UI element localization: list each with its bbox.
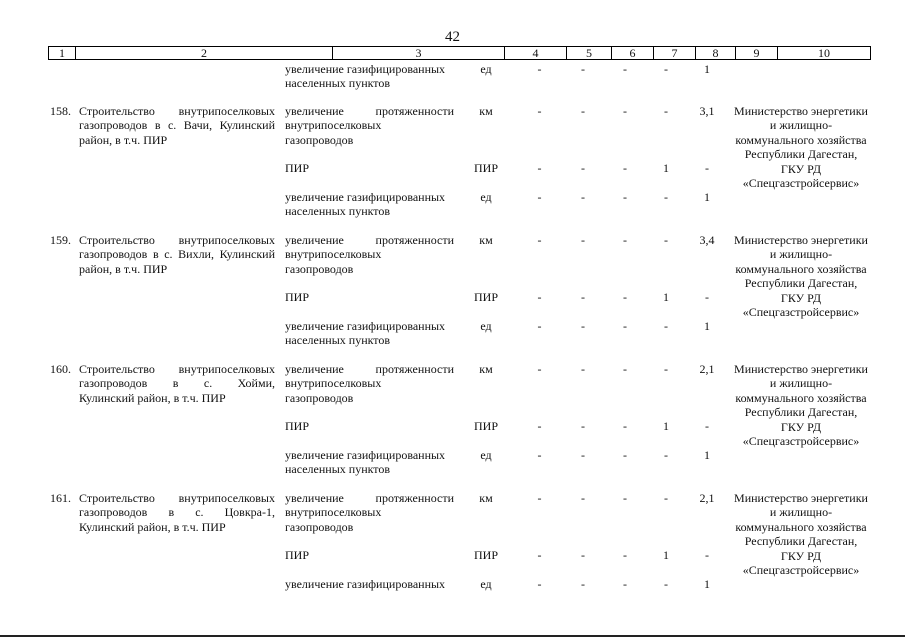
entry-responsible-line: коммунального хозяйства [735, 132, 867, 147]
entry-responsible-line: и жилищно- [769, 376, 833, 391]
entry-responsible-line: коммунального хозяйства [735, 390, 867, 405]
header-col-9: 9 [735, 47, 777, 59]
entry-row-settlements-c5: - [537, 448, 542, 462]
entry-row-pir-c9: - [705, 161, 709, 175]
entry-title-line: газопроводов в с. Вачи, Кулинский [79, 118, 275, 133]
entry-row-settlements-c8: - [664, 319, 668, 333]
header-col-7: 7 [653, 47, 695, 59]
entry-row-length-c8: - [664, 491, 668, 505]
entry-title-line: Строительство внутрипоселковых [79, 491, 275, 505]
entry-responsible-line: Республики Дагестан, [744, 276, 858, 291]
entry-row-settlements-c9: 1 [704, 190, 710, 204]
entry-row-length-c5: - [537, 491, 542, 505]
entry-responsible-line: коммунального хозяйства [735, 519, 867, 534]
entry-number: 160. [50, 362, 71, 376]
entry-row-settlements-c5: - [537, 577, 542, 591]
entry-row-settlements-c6: - [581, 448, 585, 462]
entry-row-length-c7: - [623, 233, 627, 247]
entry-title-line: газопроводов в с. Цовкра-1, [79, 505, 275, 520]
entry-row-length-unit: км [479, 104, 493, 118]
top-row-c6: - [581, 62, 585, 76]
entry-row-length-c6: - [581, 233, 585, 247]
entry-title-line: Строительство внутрипоселковых [79, 362, 275, 376]
top-row-unit: ед [480, 62, 492, 76]
entry-row-pir-c5: - [537, 419, 542, 433]
entry-row-length-c7: - [623, 491, 627, 505]
top-row-c8: - [664, 62, 668, 76]
entry-row-length-indicator-line: внутрипоселковых [285, 376, 382, 391]
entry-row-settlements-c6: - [581, 190, 585, 204]
entry-row-settlements-c7: - [623, 448, 627, 462]
page-number: 42 [445, 29, 460, 45]
entry-row-pir-indicator-line: ПИР [285, 161, 310, 175]
top-row-indicator-line: увеличение газифицированных [285, 62, 446, 76]
entry-row-settlements-c5: - [537, 319, 542, 333]
entry-row-length-indicator-line: газопроводов [285, 261, 354, 276]
entry-row-pir-c6: - [581, 161, 585, 175]
entry-row-pir-unit: ПИР [473, 161, 498, 175]
entry-row-settlements-unit: ед [480, 448, 492, 462]
entry-responsible-line: ГКУ РД [780, 548, 822, 563]
header-col-5: 5 [566, 47, 611, 59]
entry-row-settlements-c7: - [623, 190, 627, 204]
entry-row-pir-c5: - [537, 290, 542, 304]
entry-row-length-c5: - [537, 233, 542, 247]
entry-row-pir-c8: 1 [663, 290, 669, 304]
entry-responsible-line: и жилищно- [769, 505, 833, 520]
entry-row-pir-c7: - [623, 290, 627, 304]
entry-row-length-unit: км [479, 362, 493, 376]
entry-row-settlements-indicator-line: населенных пунктов [285, 204, 391, 219]
entry-row-length-c7: - [623, 104, 627, 118]
entry-responsible-line: и жилищно- [769, 118, 833, 133]
entry-row-length-unit: км [479, 233, 493, 247]
entry-row-settlements-c9: 1 [704, 319, 710, 333]
entry-number: 161. [50, 491, 71, 505]
top-row-c5: - [537, 62, 542, 76]
entry-row-pir-c7: - [623, 419, 627, 433]
entry-row-length-indicator-line: увеличение протяженности [285, 362, 454, 376]
entry-responsible-line: Республики Дагестан, [744, 534, 858, 549]
entry-row-pir-c7: - [623, 548, 627, 562]
entry-row-settlements-unit: ед [480, 577, 492, 591]
entry-row-settlements-unit: ед [480, 190, 492, 204]
entry-row-settlements-indicator-line: увеличение газифицированных [285, 577, 446, 591]
entry-row-length-c6: - [581, 491, 585, 505]
entry-row-length-indicator-line: внутрипоселковых [285, 505, 382, 520]
entry-row-settlements-indicator-line: увеличение газифицированных [285, 190, 446, 204]
entry-responsible-line: Республики Дагестан, [744, 147, 858, 162]
entry-row-pir-c6: - [581, 548, 585, 562]
entry-row-length-c9: 2,1 [699, 362, 715, 376]
entry-row-length-indicator-line: увеличение протяженности [285, 491, 454, 505]
entry-title-line: газопроводов в с. Вихли, Кулинский [79, 247, 275, 262]
entry-row-length-c9: 2,1 [699, 491, 715, 505]
entry-row-pir-c8: 1 [663, 548, 669, 562]
entry-title-line: район, в т.ч. ПИР [79, 132, 168, 147]
entry-row-pir-c7: - [623, 161, 627, 175]
entry-row-length-c6: - [581, 362, 585, 376]
entry-row-pir-c9: - [705, 419, 709, 433]
entry-title-line: Строительство внутрипоселковых [79, 104, 275, 118]
header-col-1: 1 [59, 46, 65, 60]
header-col-3: 3 [332, 47, 504, 59]
entry-row-pir-unit: ПИР [473, 290, 498, 304]
entry-row-settlements-c9: 1 [704, 448, 710, 462]
entry-row-pir-c9: - [705, 290, 709, 304]
entry-row-length-c9: 3,4 [699, 233, 715, 247]
entry-row-settlements-unit: ед [480, 319, 492, 333]
entry-row-length-c7: - [623, 362, 627, 376]
entry-row-settlements-c7: - [623, 319, 627, 333]
entry-row-settlements-c8: - [664, 448, 668, 462]
entry-responsible-line: «Спецгазстройсервис» [742, 563, 860, 577]
header-col-2: 2 [75, 47, 332, 59]
entry-row-pir-c8: 1 [663, 161, 669, 175]
entry-responsible-line: коммунального хозяйства [735, 261, 867, 276]
header-col-10: 10 [777, 47, 870, 59]
entry-row-settlements-indicator-line: увеличение газифицированных [285, 448, 446, 462]
entry-responsible-line: и жилищно- [769, 247, 833, 262]
header-col-4: 4 [504, 47, 566, 59]
top-row-indicator-line: населенных пунктов [285, 76, 391, 91]
entry-row-settlements-c5: - [537, 190, 542, 204]
header-col-8: 8 [695, 47, 735, 59]
entry-responsible-line: ГКУ РД [780, 419, 822, 434]
entry-title-line: газопроводов в с. Хойми, [79, 376, 275, 391]
entry-responsible-line: Министерство энергетики [734, 233, 868, 247]
entry-title-line: Кулинский район, в т.ч. ПИР [79, 519, 226, 534]
entry-responsible-line: «Спецгазстройсервис» [742, 305, 860, 319]
entry-row-pir-c6: - [581, 419, 585, 433]
entry-row-pir-indicator-line: ПИР [285, 419, 310, 433]
entry-responsible-line: Республики Дагестан, [744, 405, 858, 420]
entry-row-length-indicator-line: газопроводов [285, 132, 354, 147]
entry-row-settlements-indicator-line: населенных пунктов [285, 462, 391, 477]
entry-row-length-indicator-line: увеличение протяженности [285, 104, 454, 118]
entry-title-line: Строительство внутрипоселковых [79, 233, 275, 247]
entry-title-line: район, в т.ч. ПИР [79, 261, 168, 276]
entry-row-length-c5: - [537, 104, 542, 118]
header-col-6: 6 [611, 47, 653, 59]
entry-row-pir-c5: - [537, 548, 542, 562]
entry-row-length-c6: - [581, 104, 585, 118]
entry-row-pir-c8: 1 [663, 419, 669, 433]
entry-row-settlements-c9: 1 [704, 577, 710, 591]
entry-row-settlements-c6: - [581, 577, 585, 591]
entry-number: 158. [50, 104, 71, 118]
entry-responsible-line: ГКУ РД [780, 161, 822, 176]
entry-row-pir-unit: ПИР [473, 548, 498, 562]
entry-responsible-line: Министерство энергетики [734, 362, 868, 376]
entry-row-settlements-c7: - [623, 577, 627, 591]
entry-row-pir-indicator-line: ПИР [285, 290, 310, 304]
entry-number: 159. [50, 233, 71, 247]
entry-row-length-unit: км [479, 491, 493, 505]
entry-row-settlements-c8: - [664, 190, 668, 204]
bottom-border [0, 635, 905, 637]
entry-row-pir-c5: - [537, 161, 542, 175]
entry-title-line: Кулинский район, в т.ч. ПИР [79, 390, 226, 405]
entry-row-length-indicator-line: внутрипоселковых [285, 118, 382, 133]
top-row-c9: 1 [704, 62, 710, 76]
entry-row-settlements-indicator-line: населенных пунктов [285, 333, 391, 348]
entry-row-length-c5: - [537, 362, 542, 376]
entry-responsible-line: ГКУ РД [780, 290, 822, 305]
entry-responsible-line: «Спецгазстройсервис» [742, 434, 860, 448]
entry-responsible-line: Министерство энергетики [734, 104, 868, 118]
entry-responsible-line: Министерство энергетики [734, 491, 868, 505]
table-header [48, 46, 871, 60]
entry-row-pir-c9: - [705, 548, 709, 562]
entry-row-length-indicator-line: газопроводов [285, 519, 354, 534]
entry-row-length-c9: 3,1 [699, 104, 715, 118]
entry-row-settlements-c6: - [581, 319, 585, 333]
entry-row-settlements-indicator-line: увеличение газифицированных [285, 319, 446, 333]
entry-row-settlements-c8: - [664, 577, 668, 591]
entry-row-length-indicator-line: увеличение протяженности [285, 233, 454, 247]
entry-row-length-c8: - [664, 233, 668, 247]
entry-row-length-indicator-line: газопроводов [285, 390, 354, 405]
entry-row-length-c8: - [664, 104, 668, 118]
entry-row-length-c8: - [664, 362, 668, 376]
entry-row-pir-unit: ПИР [473, 419, 498, 433]
entry-row-pir-indicator-line: ПИР [285, 548, 310, 562]
entry-row-length-indicator-line: внутрипоселковых [285, 247, 382, 262]
entry-row-pir-c6: - [581, 290, 585, 304]
top-row-c7: - [623, 62, 627, 76]
entry-responsible-line: «Спецгазстройсервис» [742, 176, 860, 190]
